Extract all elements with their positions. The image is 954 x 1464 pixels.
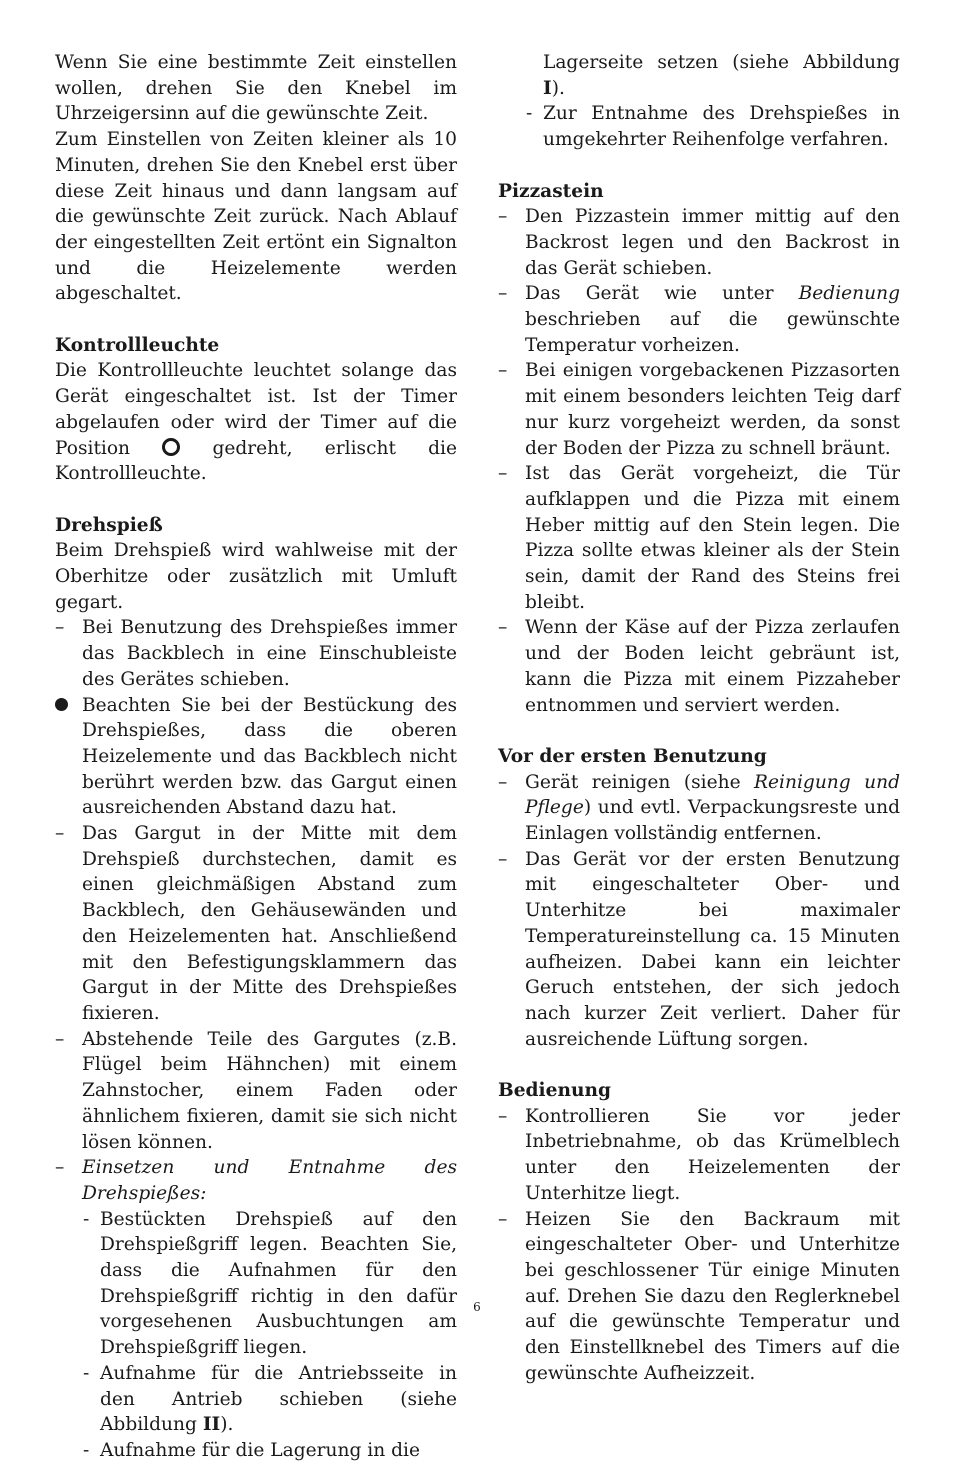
- intro-paragraph-2: Zum Einstellen von Zeiten kleiner als 10 Minuten, drehen Sie den Knebel erst über diese Zeit hinaus und dann langsam auf die gewünschte Zeit zurück. Nach Ablauf der eingestellten Zeit ertönt ein Signalton und die Heizelemente werden abgeschaltet.: [55, 129, 457, 305]
- pizzastein-heading: Pizzastein: [498, 180, 604, 202]
- sub-dash-marker: -: [526, 103, 533, 125]
- sub-list-item: - Zur Entnahme des Drehspießes in umgekehrter Reihenfolge verfahren.: [526, 103, 900, 151]
- list-item: – Kontrollieren Sie vor jeder Inbetriebnahme, ob das Krümelblech unter den Heizelementen der Unterhitze liegt.: [498, 1105, 900, 1204]
- sub-dash-marker: -: [83, 1439, 90, 1461]
- timer-off-position-icon: [162, 438, 180, 456]
- list-item: – Ist das Gerät vorgeheizt, die Tür aufklappen und die Pizza mit einem Heber mittig auf den Stein legen. Die Pizza sollte etwas kleiner als der Stein sein, damit der Rand des Steins frei bleibt.: [498, 463, 900, 613]
- list-item: – Das Gerät wie unter Bedienung beschrieben auf die gewünschte Temperatur vorheizen.: [498, 283, 900, 356]
- list-item-warning: Beachten Sie bei der Bestückung des Drehspießes, dass die oberen Heizelemente und das Backblech nicht berührt werden bzw. das Gargut einen ausreichenden Abstand dazu hat.: [55, 693, 457, 822]
- list-item: – Bei Benutzung des Drehspießes immer das Backblech in eine Einschubleiste des Gerätes schieben.: [55, 617, 457, 690]
- list-item: – Wenn der Käse auf der Pizza zerlaufen und der Boden leicht gebräunt ist, kann die Pizza mit einem Pizzaheber entnommen und serviert werden.: [498, 617, 900, 716]
- dash-marker: –: [498, 1105, 508, 1127]
- dash-marker: –: [55, 617, 65, 639]
- bullet-icon: [55, 693, 73, 719]
- list-item: – Abstehende Teile des Gargutes (z.B. Flügel beim Hähnchen) mit einem Zahnstocher, einem Faden oder ähnlichem fixieren, damit sie sich nicht lösen können.: [55, 1028, 457, 1153]
- list-item: – Das Gargut in der Mitte mit dem Drehspieß durchstechen, damit es einen gleichmäßigen Abstand zum Backblech, den Gehäusewänden und den Heizelementen hat. Anschließend mit den Befestigungsklammern das Gargut in der Mitte des Drehspießes fixieren.: [55, 823, 457, 1024]
- sub-dash-marker: -: [83, 1362, 90, 1384]
- intro-paragraph-1: Wenn Sie eine bestimmte Zeit einstellen wollen, drehen Sie den Knebel im Uhrzeigersinn auf die gewünschte Zeit.: [55, 52, 457, 125]
- kontrollleuchte-text: Die Kontrollleuchte leuchtet solange das Gerät eingeschaltet ist. Ist der Timer abgelaufen oder wird der Timer auf die Position gedreht, erlischt die Kontrollleuchte.: [55, 360, 457, 485]
- dash-marker: –: [55, 823, 65, 845]
- list-item: – Einsetzen und Entnahme des Drehspießes:: [55, 1157, 457, 1204]
- erste-benutzung-heading: Vor der ersten Benutzung: [498, 745, 767, 767]
- list-item: – Das Gerät vor der ersten Benutzung mit eingeschalteter Ober- und Unterhitze bei maximaler Temperatureinstellung ca. 15 Minuten aufheizen. Dabei kann ein leichter Geruch entstehen, der sich jedoch nach kurzer Zeit verliert. Daher für ausreichende Lüftung sorgen.: [498, 848, 900, 1050]
- dash-marker: –: [498, 283, 508, 305]
- drehspiess-heading: Drehspieß: [55, 514, 163, 536]
- dash-marker: –: [498, 463, 508, 485]
- dash-marker: –: [498, 360, 508, 382]
- sub-dash-marker: -: [83, 1208, 90, 1230]
- dash-marker: –: [498, 206, 508, 228]
- dash-marker: –: [55, 1028, 65, 1050]
- list-item: – Heizen Sie den Backraum mit eingeschalteter Ober- und Unterhitze bei geschlossener Tür einige Minuten auf. Drehen Sie dazu den Reglerknebel auf die gewünschte Temperatur und den Einstellknebel des Timers auf die gewünschte Aufheizzeit.: [498, 1208, 900, 1384]
- drehspiess-intro: Beim Drehspieß wird wahlweise mit der Oberhitze oder zusätzlich mit Umluft gegart.: [55, 540, 457, 613]
- bedienung-heading: Bedienung: [498, 1080, 611, 1102]
- kontrollleuchte-heading: Kontrollleuchte: [55, 334, 220, 356]
- page-number: 6: [473, 1300, 481, 1314]
- figure-reference: II: [202, 1414, 221, 1436]
- dash-marker: –: [498, 617, 508, 639]
- list-item: – Gerät reinigen (siehe Reinigung und Pflege) und evtl. Verpackungsreste und Einlagen vollständig entfernen.: [498, 771, 900, 845]
- sub-list-item: - Bestückten Drehspieß auf den Drehspießgriff legen. Beachten Sie, dass die Aufnahmen für den Drehspießgriff richtig in den dafür vorgesehenen Ausbuchtungen am Drehspießgriff liegen.: [83, 1208, 457, 1359]
- list-item: – Den Pizzastein immer mittig auf den Backrost legen und den Backrost in das Gerät schieben.: [498, 206, 900, 279]
- list-item: – Bei einigen vorgebackenen Pizzasorten mit einem besonders leichten Teig darf nur kurz vorgeheizt werden, da sonst der Boden der Pizza zu schnell bräunt.: [498, 360, 900, 459]
- left-column: [55, 50, 457, 1464]
- right-column: [498, 50, 900, 1387]
- dash-marker: –: [55, 1157, 65, 1179]
- dash-marker: –: [498, 771, 508, 793]
- sub-list-item: - Aufnahme für die Lagerung in die: [55, 1438, 457, 1464]
- sub-list-item: - Aufnahme für die Antriebsseite in den Antrieb schieben (siehe Abbildung II).: [83, 1362, 457, 1436]
- figure-reference: I: [543, 77, 552, 99]
- sub-list-item-continued: Lagerseite setzen (siehe Abbildung I).: [543, 52, 900, 99]
- dash-marker: –: [498, 1208, 508, 1230]
- dash-marker: –: [498, 848, 508, 870]
